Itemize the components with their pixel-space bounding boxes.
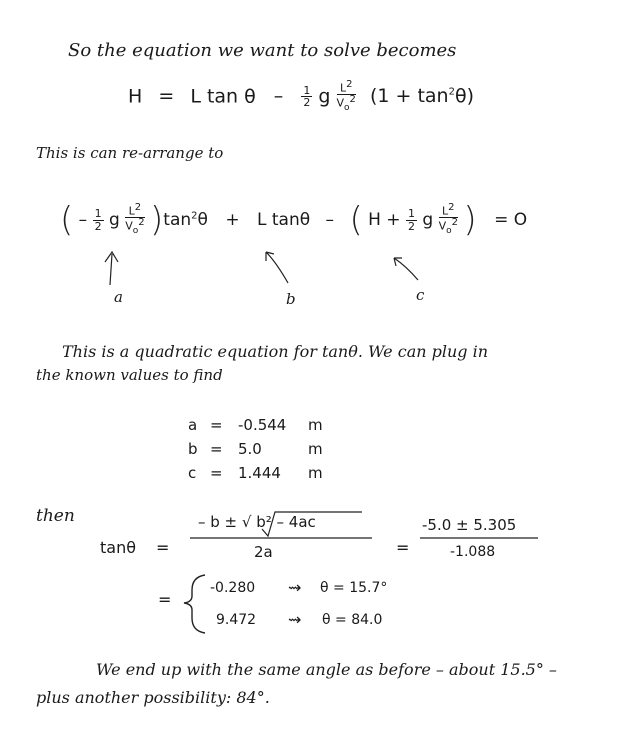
eq2-half-2: $\frac{1}{2}$ xyxy=(407,206,415,233)
arrow-b xyxy=(266,252,288,283)
values-numerator: -5.0 ± 5.305 xyxy=(422,516,517,534)
rearrange-line: This is can re-arrange to xyxy=(36,144,224,162)
label-b: b xyxy=(286,290,296,308)
solution-eq1: = xyxy=(156,538,170,557)
eq2-half: $\frac{1}{2}$ xyxy=(94,206,102,233)
theta-1: θ = 15.7° xyxy=(320,580,388,596)
value-c-eq: = xyxy=(210,464,223,482)
intro-line: So the equation we want to solve becomes xyxy=(68,40,457,61)
value-a: -0.544 xyxy=(238,416,287,434)
eq1-L2-over-v2: $\frac{L2}{V_o2}$ xyxy=(336,79,356,114)
eq1-paren: $(1 + \tan^2\theta)$ xyxy=(369,85,475,108)
label-c: c xyxy=(416,286,425,304)
arrow-a xyxy=(105,252,118,285)
eq1-half: $\frac{1}{2}$ xyxy=(303,83,311,110)
quadratic-line-2: the known values to find xyxy=(36,366,223,384)
theta-2: θ = 84.0 xyxy=(322,612,383,628)
value-c-unit: m xyxy=(308,464,323,482)
eq2-Hplus: H + xyxy=(368,210,401,230)
value-b-eq: = xyxy=(210,440,223,458)
roots-brace xyxy=(184,575,205,633)
eq2-minus: – xyxy=(78,210,88,230)
eq2-L2-over-v2: $\frac{L2}{V_o2}$ xyxy=(125,202,145,237)
eq2-theta: θ xyxy=(197,210,208,230)
formula-denominator: 2a xyxy=(254,543,273,561)
value-b-unit: m xyxy=(308,440,323,458)
eq1-lhs: H xyxy=(128,85,143,108)
eq2-g-2: g xyxy=(422,210,434,230)
eq1-term1: L tan θ xyxy=(190,85,256,108)
arrow-2: ⇝ xyxy=(288,610,302,629)
quadratic-line-1: This is a quadratic equation for tanθ. We can plug in xyxy=(62,342,489,361)
eq2-plus: + xyxy=(225,210,240,230)
formula-numerator: – b ± √ b² – 4ac xyxy=(198,513,316,531)
value-b-name: b xyxy=(188,440,198,458)
label-a: a xyxy=(114,288,123,306)
solution-lhs: tanθ xyxy=(100,538,137,557)
value-b: 5.0 xyxy=(238,440,262,458)
value-c-name: c xyxy=(188,464,197,482)
eq2-tan: tan xyxy=(163,210,192,230)
eq1-g: g xyxy=(318,85,331,108)
equation-1 xyxy=(128,80,474,113)
arrow-c xyxy=(394,258,418,280)
value-c: 1.444 xyxy=(238,464,281,482)
eq1-minus: – xyxy=(273,85,284,108)
solution-eq2: = xyxy=(396,538,410,557)
eq2-g: g xyxy=(108,210,120,230)
equation-2: ( – $\frac{1}{2}$ g $\frac{L2}{V_o2}$ )$\tan^2\theta + L$ tanθ – ( H + $\frac{1}{2}$ g $\frac{L2}{V_o2}$ ) = O xyxy=(60,200,528,240)
then-label: then xyxy=(36,506,75,526)
values-block xyxy=(188,416,328,482)
eq2-L2-over-v2-2: $\frac{L2}{V_o2}$ xyxy=(438,202,458,237)
conclusion-line-2: plus another possibility: 84°. xyxy=(36,688,270,707)
eq1-equals: = xyxy=(158,85,175,108)
values-denominator: -1.088 xyxy=(450,544,496,560)
arrow-1: ⇝ xyxy=(288,578,302,597)
solution-eq3: = xyxy=(158,590,172,609)
eq2-minus2: – xyxy=(325,210,335,230)
conclusion-line-1: We end up with the same angle as before – about 15.5° – xyxy=(96,660,557,679)
value-a-eq: = xyxy=(210,416,223,434)
value-a-unit: m xyxy=(308,416,323,434)
eq2-eq-zero: = O xyxy=(494,210,528,230)
root-1: -0.280 xyxy=(210,580,256,596)
value-a-name: a xyxy=(188,416,198,434)
eq2-Ltan: L tanθ xyxy=(256,210,311,230)
root-2: 9.472 xyxy=(216,612,257,628)
